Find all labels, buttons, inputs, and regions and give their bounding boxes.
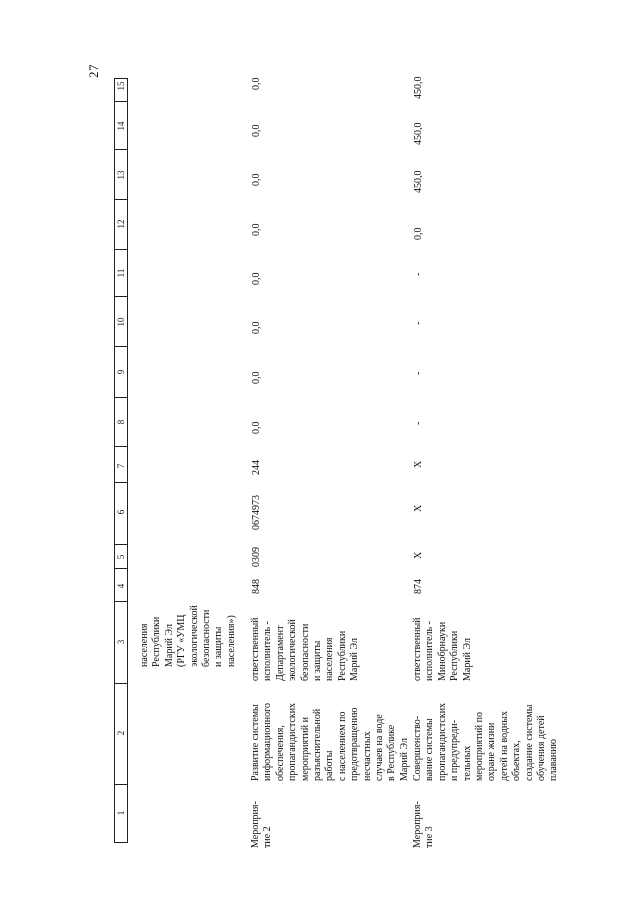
header-divider	[114, 784, 128, 785]
csr-code: 0674973	[251, 495, 262, 530]
header-divider	[114, 446, 128, 447]
header-divider	[114, 842, 128, 843]
value-col-13: 450,0	[413, 170, 424, 193]
rz-pr-code: 0309	[251, 547, 262, 567]
column-number: 9	[116, 369, 126, 375]
page-number: 27	[86, 64, 101, 78]
column-number: 6	[116, 509, 126, 515]
csr-code: X	[413, 504, 424, 512]
value-col-15: 450,0	[413, 76, 424, 99]
column-number: 10	[116, 317, 126, 327]
rz-pr-code: X	[413, 551, 424, 559]
header-border-right	[127, 78, 128, 842]
header-divider	[114, 199, 128, 200]
column-number: 5	[116, 554, 126, 560]
header-divider	[114, 346, 128, 347]
value-col-13: 0,0	[251, 173, 262, 186]
header-divider	[114, 482, 128, 483]
column-number: 13	[116, 170, 126, 180]
value-col-14: 0,0	[251, 124, 262, 137]
header-divider	[114, 296, 128, 297]
header-divider	[114, 683, 128, 684]
header-divider	[114, 544, 128, 545]
column-number: 7	[116, 463, 126, 469]
row-id: Мероприя- тие 3	[412, 801, 436, 848]
header-divider	[114, 397, 128, 398]
column-number: 2	[116, 730, 126, 736]
value-col-8: -	[413, 421, 424, 425]
continuation-executor: населения Республики Марий Эл (РГУ «УМЦ экологической безопасности и защиты населения»)	[139, 605, 237, 667]
value-col-10: -	[413, 321, 424, 325]
row-executor: ответственный исполнитель - Минобрнауки Республики Марий Эл	[412, 617, 473, 681]
value-col-8: 0,0	[251, 421, 262, 434]
value-col-14: 450,0	[413, 122, 424, 145]
grbs-code: 848	[251, 579, 262, 594]
column-number: 14	[116, 121, 126, 131]
value-col-12: 0,0	[413, 227, 424, 240]
header-divider	[114, 601, 128, 602]
value-col-11: -	[413, 272, 424, 276]
value-col-9: 0,0	[251, 371, 262, 384]
header-divider	[114, 101, 128, 102]
row-executor: ответственный исполнитель - Департамент экологической безопасности и защиты населения Республики Марий Эл	[250, 617, 361, 681]
row-id: Мероприя- тие 2	[250, 801, 274, 848]
header-divider	[114, 249, 128, 250]
column-number: 1	[116, 810, 126, 816]
column-number: 15	[116, 81, 126, 91]
value-col-10: 0,0	[251, 321, 262, 334]
vr-code: 244	[251, 460, 262, 475]
vr-code: X	[413, 460, 424, 468]
column-number: 8	[116, 419, 126, 425]
column-number: 3	[116, 639, 126, 645]
header-divider	[114, 568, 128, 569]
value-col-9: -	[413, 371, 424, 375]
column-number: 12	[116, 219, 126, 229]
grbs-code: 874	[413, 579, 424, 594]
column-number: 4	[116, 583, 126, 589]
value-col-11: 0,0	[251, 272, 262, 285]
value-col-15: 0,0	[251, 77, 262, 90]
column-number: 11	[116, 268, 126, 278]
value-col-12: 0,0	[251, 223, 262, 236]
row-name: Развитие системы информационного обеспечения, пропагандистских мероприятий и разъяснительной работы с населением по предотвращению несчастных случаев на воде в Республике Марий Эл	[250, 702, 410, 781]
row-name: Совершенство- вание системы пропагандистских и предупреди- тельных мероприятий по охране жизни детей на водных объектах, создание системы обучения детей плаванию	[412, 702, 560, 781]
header-divider	[114, 149, 128, 150]
